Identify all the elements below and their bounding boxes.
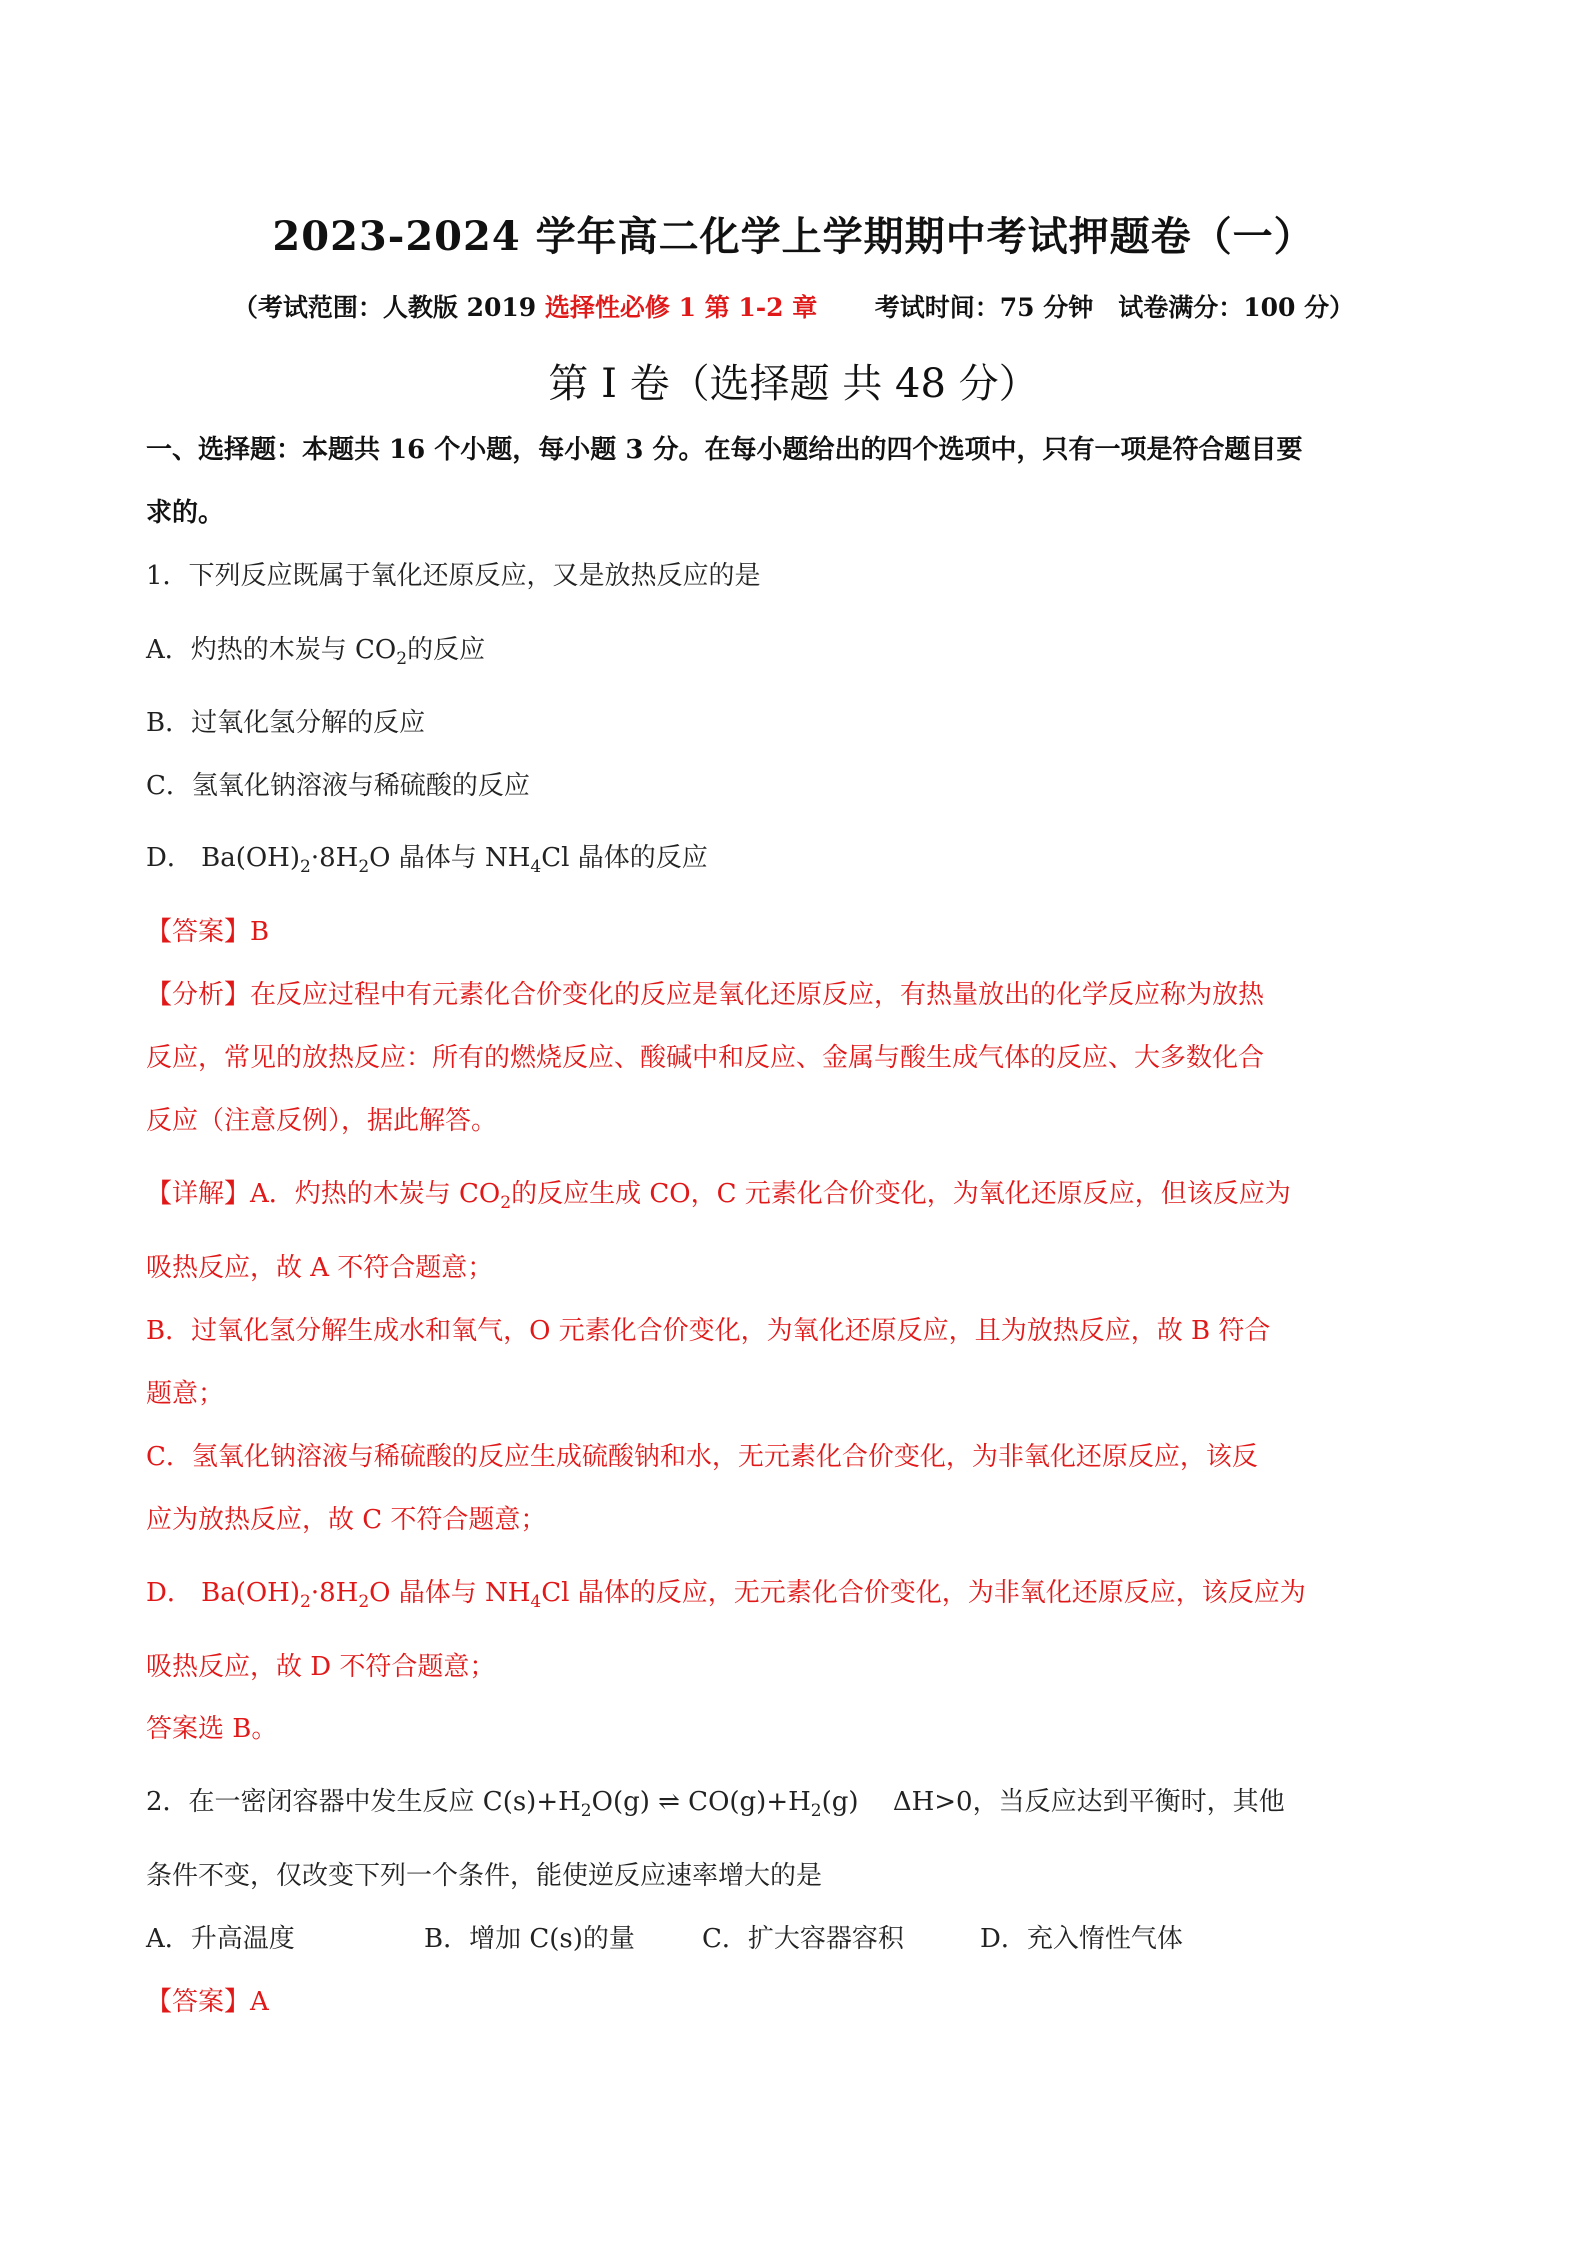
q2-stem-line-2: 条件不变，仅改变下列一个条件，能使逆反应速率增大的是 xyxy=(146,1861,823,1891)
q2-stem-line-1 xyxy=(146,1784,1446,1820)
detail-text: 【详解】A．灼热的木炭与 CO xyxy=(146,1179,501,1209)
subtitle-scope-highlight: 选择性必修 1 第 1-2 章 xyxy=(544,293,818,322)
detail-text: O 晶体与 NH xyxy=(369,1578,531,1608)
q1-detail-b-line-2: 题意； xyxy=(146,1379,225,1409)
q1-detail-c-line-2: 应为放热反应，故 C 不符合题意； xyxy=(146,1505,547,1535)
detail-text: D． Ba(OH) xyxy=(146,1578,300,1608)
exam-title: 2023-2024 学年高二化学上学期期中考试押题卷（一） xyxy=(272,213,1315,260)
subscript: 4 xyxy=(530,1592,542,1612)
subscript: 4 xyxy=(530,857,542,877)
subscript: 2 xyxy=(300,1592,311,1612)
detail-text: 的反应生成 CO，C 元素化合价变化，为氧化还原反应，但该反应为 xyxy=(511,1179,1291,1209)
q2-option-c: C．扩大容器容积 xyxy=(702,1924,904,1954)
q1-option-d-text: Cl 晶体的反应 xyxy=(541,843,708,873)
subtitle-time-score: 考试时间：75 分钟 试卷满分：100 分） xyxy=(874,293,1355,322)
instructions-line-1: 一、选择题：本题共 16 个小题，每小题 3 分。在每小题给出的四个选项中，只有一项是符合题目要 xyxy=(146,435,1303,465)
q2-options xyxy=(146,1921,1446,1957)
q1-option-b: B．过氧化氢分解的反应 xyxy=(146,708,426,738)
subscript: 2 xyxy=(396,649,408,669)
subtitle-scope: （考试范围：人教版 2019 xyxy=(232,293,537,322)
q2-stem-text: (g) ΔH>0，当反应达到平衡时，其他 xyxy=(821,1787,1285,1817)
q1-option-a-text-end: 的反应 xyxy=(407,635,486,665)
detail-text: ·8H xyxy=(310,1578,359,1608)
subscript: 2 xyxy=(810,1801,822,1821)
q2-option-a: A．升高温度 xyxy=(146,1924,295,1954)
q1-analysis-line-2: 反应，常见的放热反应：所有的燃烧反应、酸碱中和反应、金属与酸生成气体的反应、大多数化合 xyxy=(146,1043,1265,1073)
q1-option-d-text: ·8H xyxy=(310,843,359,873)
q1-detail-b-line-1: B．过氧化氢分解生成水和氧气，O 元素化合价变化，为氧化还原反应，且为放热反应，故 B 符合 xyxy=(146,1316,1271,1346)
exam-subtitle xyxy=(0,288,1587,324)
q2-answer: 【答案】A xyxy=(146,1987,269,2017)
q1-option-a xyxy=(146,632,1446,668)
q1-option-c: C．氢氧化钠溶液与稀硫酸的反应 xyxy=(146,771,530,801)
q1-analysis-line-3: 反应（注意反例），据此解答。 xyxy=(146,1106,498,1136)
q1-option-d-text: D． Ba(OH) xyxy=(146,843,300,873)
q1-answer: 【答案】B xyxy=(146,917,270,947)
q1-detail-d-line-2: 吸热反应，故 D 不符合题意； xyxy=(146,1652,496,1682)
q1-detail-a-line-2: 吸热反应，故 A 不符合题意； xyxy=(146,1253,494,1283)
section-title: 第 I 卷（选择题 共 48 分） xyxy=(548,361,1039,407)
q1-option-d-text: O 晶体与 NH xyxy=(369,843,531,873)
q2-option-d: D．充入惰性气体 xyxy=(980,1924,1183,1954)
q1-detail-c-line-1: C．氢氧化钠溶液与稀硫酸的反应生成硫酸钠和水，无元素化合价变化，为非氧化还原反应，该反 xyxy=(146,1442,1258,1472)
subscript: 2 xyxy=(358,857,370,877)
subscript: 2 xyxy=(358,1592,370,1612)
detail-text: Cl 晶体的反应，无元素化合价变化，为非氧化还原反应，该反应为 xyxy=(541,1578,1306,1608)
q2-option-b: B．增加 C(s)的量 xyxy=(424,1924,635,1954)
subscript: 2 xyxy=(500,1193,512,1213)
q2-stem-text: O(g) ⇌ CO(g)+H xyxy=(591,1787,811,1817)
q1-option-a-text: A．灼热的木炭与 CO xyxy=(146,635,397,665)
q1-option-d xyxy=(146,840,1446,876)
q1-analysis-line-1: 【分析】在反应过程中有元素化合价变化的反应是氧化还原反应，有热量放出的化学反应称为放热 xyxy=(146,980,1265,1010)
instructions-line-2: 求的。 xyxy=(146,498,225,528)
q1-final-answer: 答案选 B。 xyxy=(146,1714,278,1744)
q1-detail-a-line-1 xyxy=(146,1176,1446,1212)
q2-stem-text: 2．在一密闭容器中发生反应 C(s)+H xyxy=(146,1787,581,1817)
q1-detail-d-line-1 xyxy=(146,1575,1446,1611)
subscript: 2 xyxy=(300,857,311,877)
q1-stem: 1．下列反应既属于氧化还原反应，又是放热反应的是 xyxy=(146,561,761,591)
subscript: 2 xyxy=(580,1801,592,1821)
